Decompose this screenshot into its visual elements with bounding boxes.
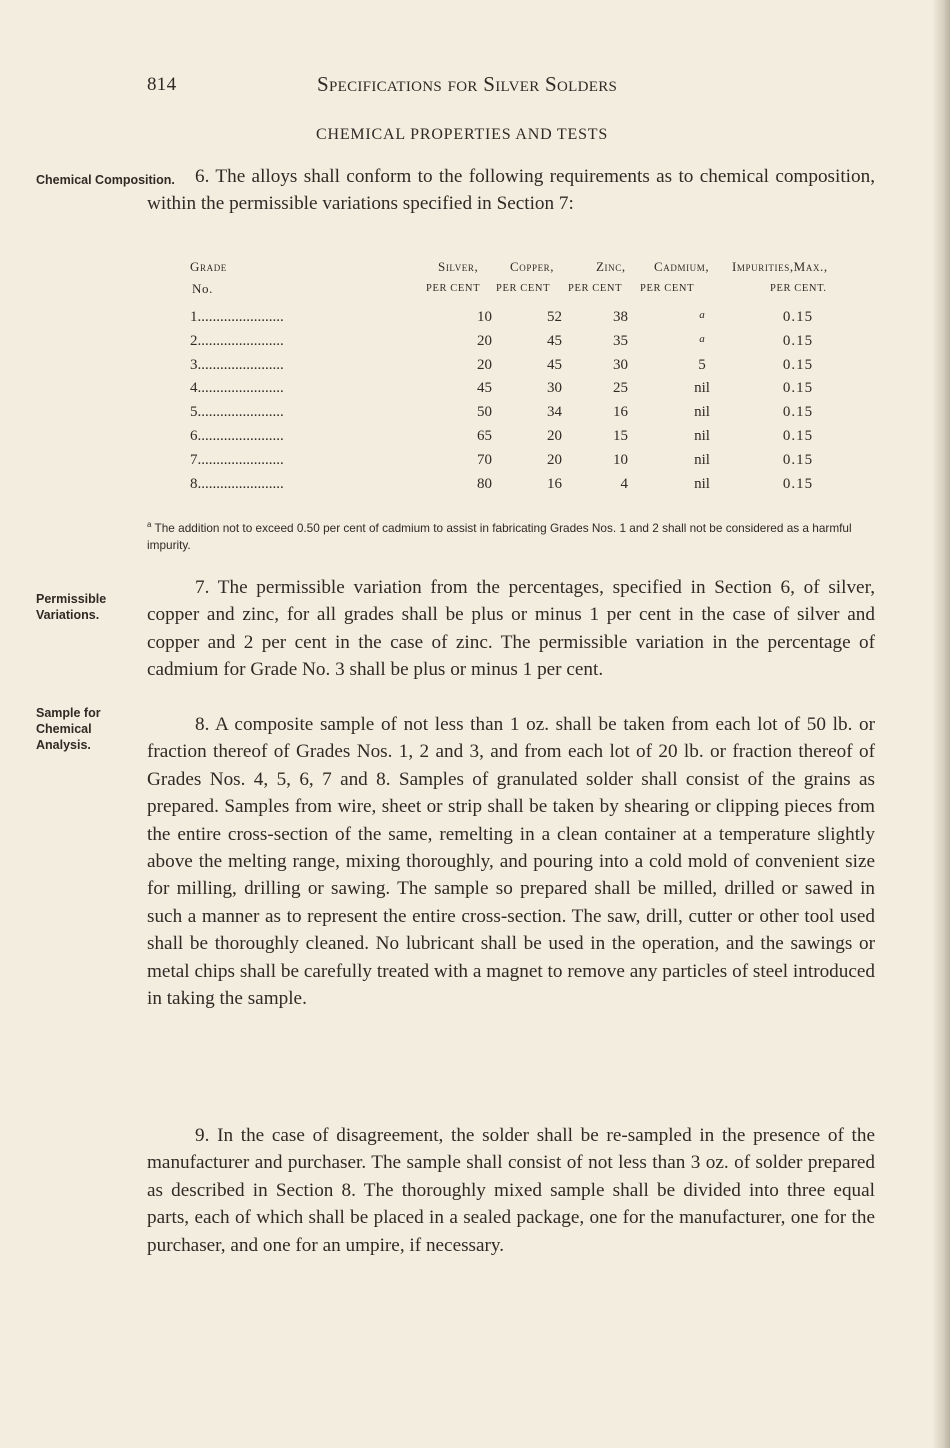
- cell-cadmium: nil: [694, 475, 710, 492]
- cell-silver: 10: [477, 309, 492, 325]
- cell-impurities: 0.15: [782, 309, 814, 325]
- paragraph-8: 8. A composite sample of not less than 1 oz. shall be taken from each lot of 50 lb. or fraction thereof of Grades Nos. 1, 2 and 3, and from each lot of 20 lb. or fraction thereof of Grades Nos. 4, 5, 6, 7 and 8. Samples of granulated solder shall consist of the grains as prepared. Samples from wire, sheet or strip shall be taken by shearing or clipping pieces from the entire cross-section of the same, remelting in a clean container at a temperature slightly above the melting range, mixing thoroughly, and pouring into a cold mold of convenient size for milling, drilling or sawing. The sample so prepared shall be milled, drilled or sawed in such a manner as to represent the entire cross-section. The saw, drill, cutter or other tool used shall be thoroughly cleaned. No lubricant shall be used in the operation, and the sawings or metal chips shall be carefully treated with a magnet to remove any particles of steel introduced in taking the sample.: [147, 714, 875, 1010]
- cell-grade: 1.......................: [190, 309, 284, 325]
- paragraph-7: 7. The permissible variation from the percentages, specified in Section 6, of silver, copper and zinc, for all grades shall be plus or minus 1 per cent in the case of silver and copper and 2 per cent in the case of zinc. The permissible variation in the percentage of cadmium for Grade No. 3 shall be plus or minus 1 per cent.: [147, 577, 875, 681]
- page-edge-shadow: [932, 0, 950, 1448]
- cell-silver: 20: [477, 356, 492, 373]
- header-impurities-sub: PER CENT.: [770, 283, 827, 294]
- cell-silver: 70: [477, 451, 492, 468]
- cell-grade: 7.......................: [190, 451, 284, 468]
- table-row: [190, 333, 880, 357]
- paragraph-6: 6. The alloys shall conform to the following requirements as to chemical composition, within the permissible variations specified in Section 7:: [147, 166, 875, 215]
- table-row: [190, 309, 880, 333]
- table-row: [190, 428, 880, 452]
- cell-impurities: 0.15: [782, 475, 814, 492]
- section-heading: CHEMICAL PROPERTIES AND TESTS: [316, 126, 609, 143]
- cell-cadmium: nil: [694, 451, 710, 468]
- cell-zinc: 38: [613, 309, 628, 325]
- cell-impurities: 0.15: [782, 404, 814, 421]
- cell-copper: 34: [547, 404, 562, 421]
- cell-cadmium: nil: [694, 427, 710, 444]
- cell-cadmium: nil: [694, 404, 710, 421]
- cell-copper: 20: [547, 451, 562, 468]
- cell-copper: 45: [547, 356, 562, 373]
- cell-grade: 3.......................: [190, 356, 284, 373]
- cell-impurities: 0.15: [782, 451, 814, 468]
- table-header: [190, 259, 880, 309]
- header-grade: Grade: [190, 259, 227, 274]
- cell-silver: 65: [477, 427, 492, 444]
- cell-copper: 30: [547, 380, 562, 397]
- running-title: Specifications for Silver Solders: [317, 72, 618, 96]
- cell-zinc: 25: [613, 380, 628, 397]
- cell-zinc: 15: [613, 427, 628, 444]
- cell-cadmium: a: [699, 332, 705, 345]
- header-impurities: Impurities,Max.,: [732, 259, 828, 274]
- cell-impurities: 0.15: [782, 332, 814, 349]
- cell-silver: 20: [477, 332, 492, 349]
- table-body: [190, 309, 880, 499]
- cell-zinc: 16: [613, 404, 628, 421]
- cell-cadmium: a: [699, 309, 705, 321]
- header-silver: Silver,: [438, 259, 479, 274]
- cell-impurities: 0.15: [782, 427, 814, 444]
- cell-zinc: 35: [613, 332, 628, 349]
- table-row: [190, 452, 880, 476]
- cell-copper: 52: [547, 309, 562, 325]
- cell-copper: 20: [547, 427, 562, 444]
- cell-zinc: 30: [613, 356, 628, 373]
- table-row: [190, 476, 880, 500]
- footnote-text: The addition not to exceed 0.50 per cent of cadmium to assist in fabricating Grades Nos. 1 and 2 shall not be considered as a harmful impurity.: [147, 520, 852, 552]
- cell-zinc: 10: [613, 451, 628, 468]
- header-copper-sub: PER CENT: [496, 283, 551, 294]
- cell-silver: 45: [477, 380, 492, 397]
- cell-zinc: 4: [620, 475, 628, 492]
- header-cadmium-sub: PER CENT: [640, 283, 695, 294]
- header-copper: Copper,: [510, 259, 555, 274]
- cell-impurities: 0.15: [782, 356, 814, 373]
- margin-note-sample-analysis: Sample for Chemical Analysis.: [36, 706, 101, 752]
- cell-silver: 80: [477, 475, 492, 492]
- footnote-marker: a: [147, 520, 152, 529]
- composition-table: [190, 259, 880, 499]
- footnote: [147, 516, 877, 554]
- cell-copper: 45: [547, 332, 562, 349]
- cell-grade: 4.......................: [190, 380, 284, 397]
- cell-impurities: 0.15: [782, 380, 814, 397]
- cell-copper: 16: [547, 475, 562, 492]
- page-number: 814: [147, 74, 177, 95]
- header-grade-sub: No.: [192, 281, 213, 296]
- cell-silver: 50: [477, 404, 492, 421]
- table-row: [190, 357, 880, 381]
- header-zinc-sub: PER CENT: [568, 283, 623, 294]
- cell-grade: 2.......................: [190, 332, 284, 349]
- table-row: [190, 380, 880, 404]
- cell-grade: 6.......................: [190, 427, 284, 444]
- margin-note-permissible-variations: Permissible Variations.: [36, 592, 107, 622]
- header-zinc: Zinc,: [596, 259, 626, 274]
- table-row: [190, 404, 880, 428]
- header-silver-sub: PER CENT: [426, 283, 481, 294]
- cell-cadmium: nil: [694, 380, 710, 397]
- header-cadmium: Cadmium,: [654, 259, 710, 274]
- margin-note-chemical-composition: Chemical Composition.: [36, 173, 175, 187]
- paragraph-9: 9. In the case of disagreement, the solder shall be re-sampled in the presence of the manufacturer and purchaser. The sample shall consist of not less than 3 oz. of solder prepared as described in Section 8. The thoroughly mixed sample shall be divided into three equal parts, each of which shall be placed in a sealed package, one for the manufacturer, one for the purchaser, and one for an umpire, if necessary.: [147, 1125, 875, 1256]
- cell-grade: 5.......................: [190, 404, 284, 421]
- cell-cadmium: 5: [698, 356, 706, 373]
- cell-grade: 8.......................: [190, 475, 284, 492]
- page-header: [147, 72, 618, 96]
